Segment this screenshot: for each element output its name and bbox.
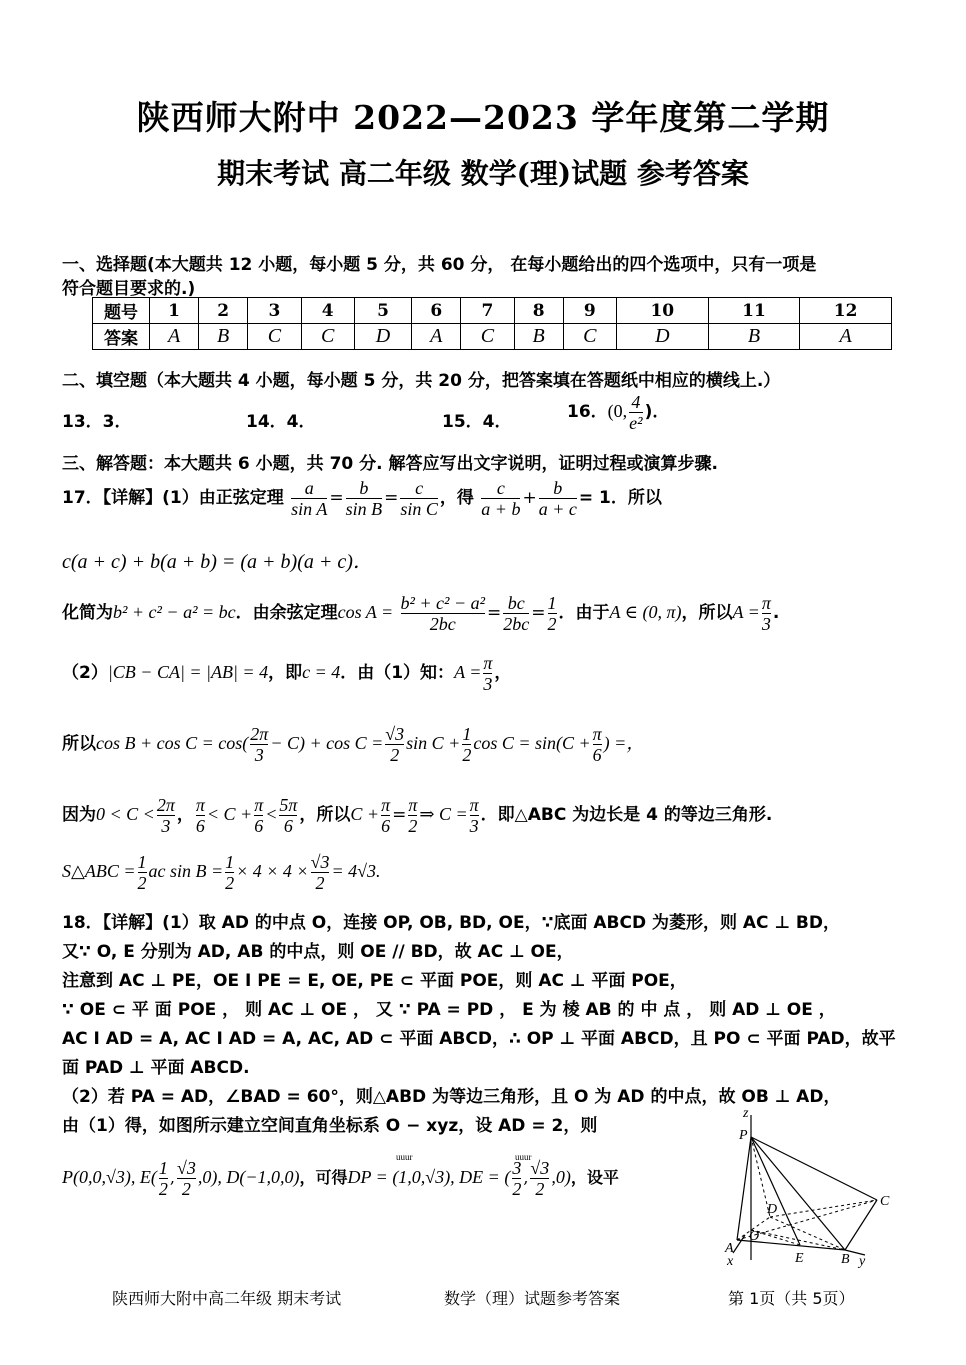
section3-heading: 三、解答题：本大题共 6 小题，共 70 分. 解答应写出文字说明，证明过程或演算步骤. [62, 454, 718, 474]
label-x: x [727, 1254, 734, 1269]
math: c = 4 [302, 662, 341, 682]
row-label-answer: 答案 [93, 324, 150, 350]
table-cell: 1 [150, 298, 199, 324]
math: DP = (1,0,√3), DE = ( [347, 1167, 511, 1187]
frac [250, 724, 268, 765]
frac-den: 2 [181, 1179, 191, 1199]
frac-den: 2 [315, 873, 325, 893]
table-cell: 8 [514, 298, 563, 324]
math: 0 < C < [96, 804, 155, 824]
math: ,0) [551, 1167, 571, 1187]
table-cell: D [354, 324, 411, 350]
frac-den: a + b [481, 499, 521, 519]
text: （2） [62, 663, 108, 683]
frac [481, 478, 520, 519]
vector-mark: uuur [396, 1152, 413, 1162]
label-c: C [880, 1194, 890, 1209]
frac-num: 1 [225, 852, 235, 872]
frac-num: b² + c² − a² [400, 593, 485, 613]
frac-num: b [346, 478, 383, 499]
math: = 4√3. [331, 861, 381, 881]
frac-num: 5π [279, 795, 298, 815]
frac [762, 593, 771, 634]
table-cell: B [708, 324, 800, 350]
table-cell: B [514, 324, 563, 350]
frac-num: 1 [547, 593, 557, 613]
frac [291, 478, 327, 519]
frac-den: 2 [390, 745, 400, 765]
frac [177, 1158, 196, 1199]
frac-den: 3 [761, 614, 771, 634]
edge-pc [751, 1137, 877, 1200]
answer-16-prefix: 16． [567, 402, 608, 422]
q18-line1: 18．【详解】(1）取 AD 的中点 O，连接 OP, OB, BD, OE，∵底面 ABCD 为菱形，则 AC ⊥ BD， [62, 913, 840, 933]
frac-num: a [291, 478, 327, 499]
section2-heading: 二、填空题（本大题共 4 小题，每小题 5 分，共 20 分，把答案填在答题纸中相应的横线上.） [62, 371, 781, 391]
math: |CB − CA| = |AB| = 4 [107, 662, 269, 682]
frac-den: 6 [283, 816, 293, 836]
frac-num: bc [503, 593, 529, 614]
answer-table [92, 297, 892, 350]
frac-den: 6 [254, 816, 264, 836]
label-b: B [841, 1252, 850, 1267]
frac-den: 6 [195, 816, 205, 836]
math: < C + [206, 804, 253, 824]
text: ．由于 [558, 603, 610, 623]
frac-num: 1 [158, 1158, 168, 1178]
frac-den: e² [629, 413, 643, 433]
frac-den: sin C [400, 499, 438, 519]
frac [408, 795, 417, 836]
text: ．即△ABC 为边长是 4 的等边三角形. [480, 805, 773, 825]
frac-num: c [400, 478, 438, 499]
frac-den: 2 [225, 873, 235, 893]
table-cell: 9 [563, 298, 616, 324]
math: cos C = sin(C + [473, 733, 591, 753]
frac-num: π [469, 795, 479, 815]
frac-den: 2 [462, 745, 472, 765]
math: b² + c² − a² = bc [113, 602, 236, 622]
frac-den: 3 [254, 745, 264, 765]
frac-num: √3 [385, 724, 405, 744]
text: ，所以 [681, 603, 733, 623]
answer-16 [567, 392, 669, 433]
frac-den: a + c [538, 499, 577, 519]
frac [346, 478, 383, 519]
frac-den: 2bc [429, 614, 456, 634]
table-cell: C [563, 324, 616, 350]
frac [279, 795, 297, 836]
frac [530, 1158, 549, 1199]
frac [593, 724, 602, 765]
text: ．由（1）知： [340, 663, 455, 683]
text: ，所以 [299, 805, 351, 825]
table-cell: 4 [301, 298, 354, 324]
math: < [265, 804, 278, 824]
text: 化简为 [62, 603, 113, 623]
frac [225, 852, 234, 893]
label-a: A [725, 1241, 734, 1256]
answer-13: 13．3． [62, 412, 132, 432]
frac-num: √3 [530, 1158, 550, 1178]
label-d: D [767, 1202, 778, 1217]
math: cos B + cos C = cos( [96, 733, 249, 753]
frac [401, 593, 485, 634]
text: 因为 [62, 805, 96, 825]
q18-line5: AC I AD = A, AC I AD = A, AC, AD ⊂ 平面 ABCD，∴ OP ⊥ 平面 ABCD，且 PO ⊂ 平面 PAD，故平 [62, 1029, 896, 1049]
table-cell: 10 [616, 298, 708, 324]
table-cell: A [150, 324, 199, 350]
table-cell: C [248, 324, 301, 350]
table-cell: 2 [199, 298, 248, 324]
frac [138, 852, 147, 893]
table-cell: B [199, 324, 248, 350]
frac-num: b [539, 478, 577, 499]
page-subtitle: 期末考试 高二年级 数学(理)试题 参考答案 [217, 157, 749, 190]
frac-num: π [195, 795, 205, 815]
frac-den: 3 [161, 816, 171, 836]
text: ，可得 [299, 1168, 348, 1187]
table-cell: 12 [800, 298, 892, 324]
frac-num: π [381, 795, 391, 815]
pyramid-figure [715, 1105, 905, 1270]
frac-den: 2 [137, 873, 147, 893]
q18-line8: 由（1）得，如图所示建立空间直角坐标系 O − xyz，设 AD = 2，则 [62, 1116, 598, 1136]
vector-mark: uuur [515, 1152, 532, 1162]
math: P(0,0,√3), E( [62, 1167, 157, 1187]
math: ⇒ C = [419, 804, 468, 824]
section1-heading-cont: 符合题目要求的.) [62, 279, 196, 299]
frac-num: π [592, 724, 602, 744]
text: ，得 [439, 488, 474, 508]
table-cell: A [412, 324, 461, 350]
label-e: E [795, 1251, 804, 1266]
label-p: P [739, 1128, 748, 1143]
answer-table-number-row [93, 298, 892, 324]
q18-line2: 又∵ O, E 分别为 AD, AB 的中点，则 OE // BD，故 AC ⊥ OE， [62, 942, 574, 962]
frac-den: 2 [408, 816, 418, 836]
frac-num: π [483, 653, 493, 673]
frac-num: π [254, 795, 264, 815]
math: ,0), D(−1,0,0) [197, 1167, 300, 1187]
q18-line6: 面 PAD ⊥ 平面 ABCD. [62, 1058, 250, 1078]
text: ，设平 [570, 1168, 619, 1187]
frac [381, 795, 390, 836]
footer-center: 数学（理）试题参考答案 [444, 1289, 621, 1308]
q17-line1: 17．【详解】(1）由正弦定理 $\frac{a}{\text{sin A}}$ = $\frac{b}{\text{sin B}}$ = $\frac{c}{\text{sin C}}$ ，得 $\frac{c}{a + b}$ + $\frac{b}{a + c}$ = 1．所以 [62, 478, 662, 519]
text: 所以 [62, 734, 96, 754]
frac-den: 2 [535, 1179, 545, 1199]
table-cell: 3 [248, 298, 301, 324]
q17-line4: （2）|CB − CA| = |AB| = 4，即c = 4．由（1）知：A = $\frac{\pi}{3}$ ， [62, 653, 512, 694]
frac [462, 724, 471, 765]
frac [400, 478, 438, 519]
math: A = [454, 662, 482, 682]
edge-pa [737, 1137, 751, 1240]
section1-heading: 一、选择题(本大题共 12 小题，每小题 5 分，共 60 分， 在每小题给出的四个选项中，只有一项是 [62, 255, 817, 275]
q17-line6: 因为0 < C < $\frac{2\pi}{3}$ ， $\frac{\pi}{6}$ < C + $\frac{\pi}{6}$ < $\frac{5\pi}{6}$ ，所以C + $\frac{\pi}{6}$ = $\frac{\pi}{2}$ ⇒ C = $\frac{\pi}{3}$ ．即△ABC 为边长是 4 的等边三角形. [62, 795, 773, 836]
frac [483, 653, 492, 694]
frac-num: 4 [629, 392, 642, 413]
q18-line7: （2）若 PA = AD，∠BAD = 60°，则△ABD 为等边三角形，且 O 为 AD 的中点，故 OB ⊥ AD， [62, 1087, 841, 1107]
q17-line2: c(a + c) + b(a + b) = (a + b)(a + c)． [62, 551, 373, 573]
row-label-number: 题号 [93, 298, 150, 324]
label-z: z [743, 1106, 749, 1121]
math: A = [732, 602, 760, 622]
answer-16-close: )． [644, 402, 670, 422]
frac-num: π [761, 593, 771, 613]
math: cos A = [337, 602, 394, 622]
table-cell: 6 [412, 298, 461, 324]
frac [159, 1158, 168, 1199]
frac-num: √3 [176, 1158, 196, 1178]
diagonal-bd [770, 1217, 845, 1250]
text: = 1．所以 [578, 488, 662, 508]
q17-line5 [62, 724, 644, 765]
math: A ∈ (0, π) [609, 602, 682, 622]
math: S△ABC = [62, 861, 136, 881]
label-y: y [859, 1254, 866, 1269]
q17-intro: 17．【详解】(1）由正弦定理 [62, 488, 284, 508]
frac-den: 2 [547, 614, 557, 634]
frac [311, 852, 330, 893]
table-cell: 7 [461, 298, 514, 324]
math: sin C + [406, 733, 461, 753]
edge-bc [845, 1200, 877, 1250]
math: ) =， [603, 733, 645, 753]
text: ．由余弦定理 [235, 603, 338, 623]
frac-num: 2π [250, 724, 269, 744]
math: ac sin B = [148, 861, 224, 881]
table-cell: C [301, 324, 354, 350]
frac-den: 2bc [503, 614, 530, 634]
frac-den: 2 [158, 1179, 168, 1199]
frac [254, 795, 263, 836]
text: ，即 [268, 663, 303, 683]
answer-14: 14．4． [246, 412, 316, 432]
q18-line9: P(0,0,√3), E( $\frac{1}{2}$ , $\frac{√3}{2}$ ,0), D(−1,0,0)，可得DP = (1,0,√3), DE = ( $\frac{3}{2}$ , $\frac{√3}{2}$ ,0)，设平 [62, 1158, 619, 1199]
frac [196, 795, 205, 836]
q18-line3: 注意到 AC ⊥ PE，OE I PE = E, OE, PE ⊂ 平面 POE，则 AC ⊥ 平面 POE， [62, 971, 687, 991]
frac-num: 1 [462, 724, 472, 744]
table-cell: A [800, 324, 892, 350]
frac [512, 1158, 521, 1199]
frac-num: √3 [310, 852, 330, 872]
answer-16-fraction [629, 392, 642, 433]
frac-den: sin B [345, 499, 383, 519]
label-o: O [749, 1229, 760, 1244]
footer-page-number: 第 1页（共 5页） [728, 1289, 855, 1308]
answer-16-open: (0, [607, 401, 628, 421]
frac [157, 795, 175, 836]
q17-line7 [62, 852, 381, 893]
frac [385, 724, 404, 765]
frac-num: c [481, 478, 520, 499]
frac-den: 6 [592, 745, 602, 765]
frac-num: π [408, 795, 418, 815]
table-cell: 5 [354, 298, 411, 324]
frac-den: sin A [291, 499, 328, 519]
frac [539, 478, 577, 519]
frac-den: 2 [512, 1179, 522, 1199]
q18-line4: ∵ OE ⊂ 平 面 POE ， 则 AC ⊥ OE ， 又 ∵ PA = PD ， E 为 棱 AB 的 中 点 ， 则 AD ⊥ OE ， [62, 1000, 836, 1020]
footer-left: 陕西师大附中高二年级 期末考试 [112, 1289, 342, 1308]
frac-num: 2π [156, 795, 175, 815]
math: × 4 × 4 × [236, 861, 309, 881]
page-title: 陕西师大附中 2022—2023 学年度第二学期 [136, 98, 830, 137]
frac-den: 6 [381, 816, 391, 836]
frac [548, 593, 557, 634]
table-cell: C [461, 324, 514, 350]
frac-den: 3 [483, 674, 493, 694]
frac-num: 3 [512, 1158, 522, 1178]
frac [470, 795, 479, 836]
frac [503, 593, 529, 634]
answer-table-answer-row [93, 324, 892, 350]
frac-num: 1 [137, 852, 147, 872]
math: C + [350, 804, 380, 824]
table-cell: D [616, 324, 708, 350]
q17-line3: 化简为b² + c² − a² = bc．由余弦定理cos A = $\frac{\text{b² + c² − a²}}{2bc}$ = $\frac{bc}{2bc}$ = $\frac{1}{2}$ ．由于A ∈ (0, π)，所以A = $\frac{\pi}{3}$ . [62, 593, 780, 634]
table-cell: 11 [708, 298, 800, 324]
frac-den: 3 [469, 816, 479, 836]
math: − C) + cos C = [270, 733, 384, 753]
answer-15: 15．4． [442, 412, 512, 432]
x-axis [733, 1235, 745, 1253]
